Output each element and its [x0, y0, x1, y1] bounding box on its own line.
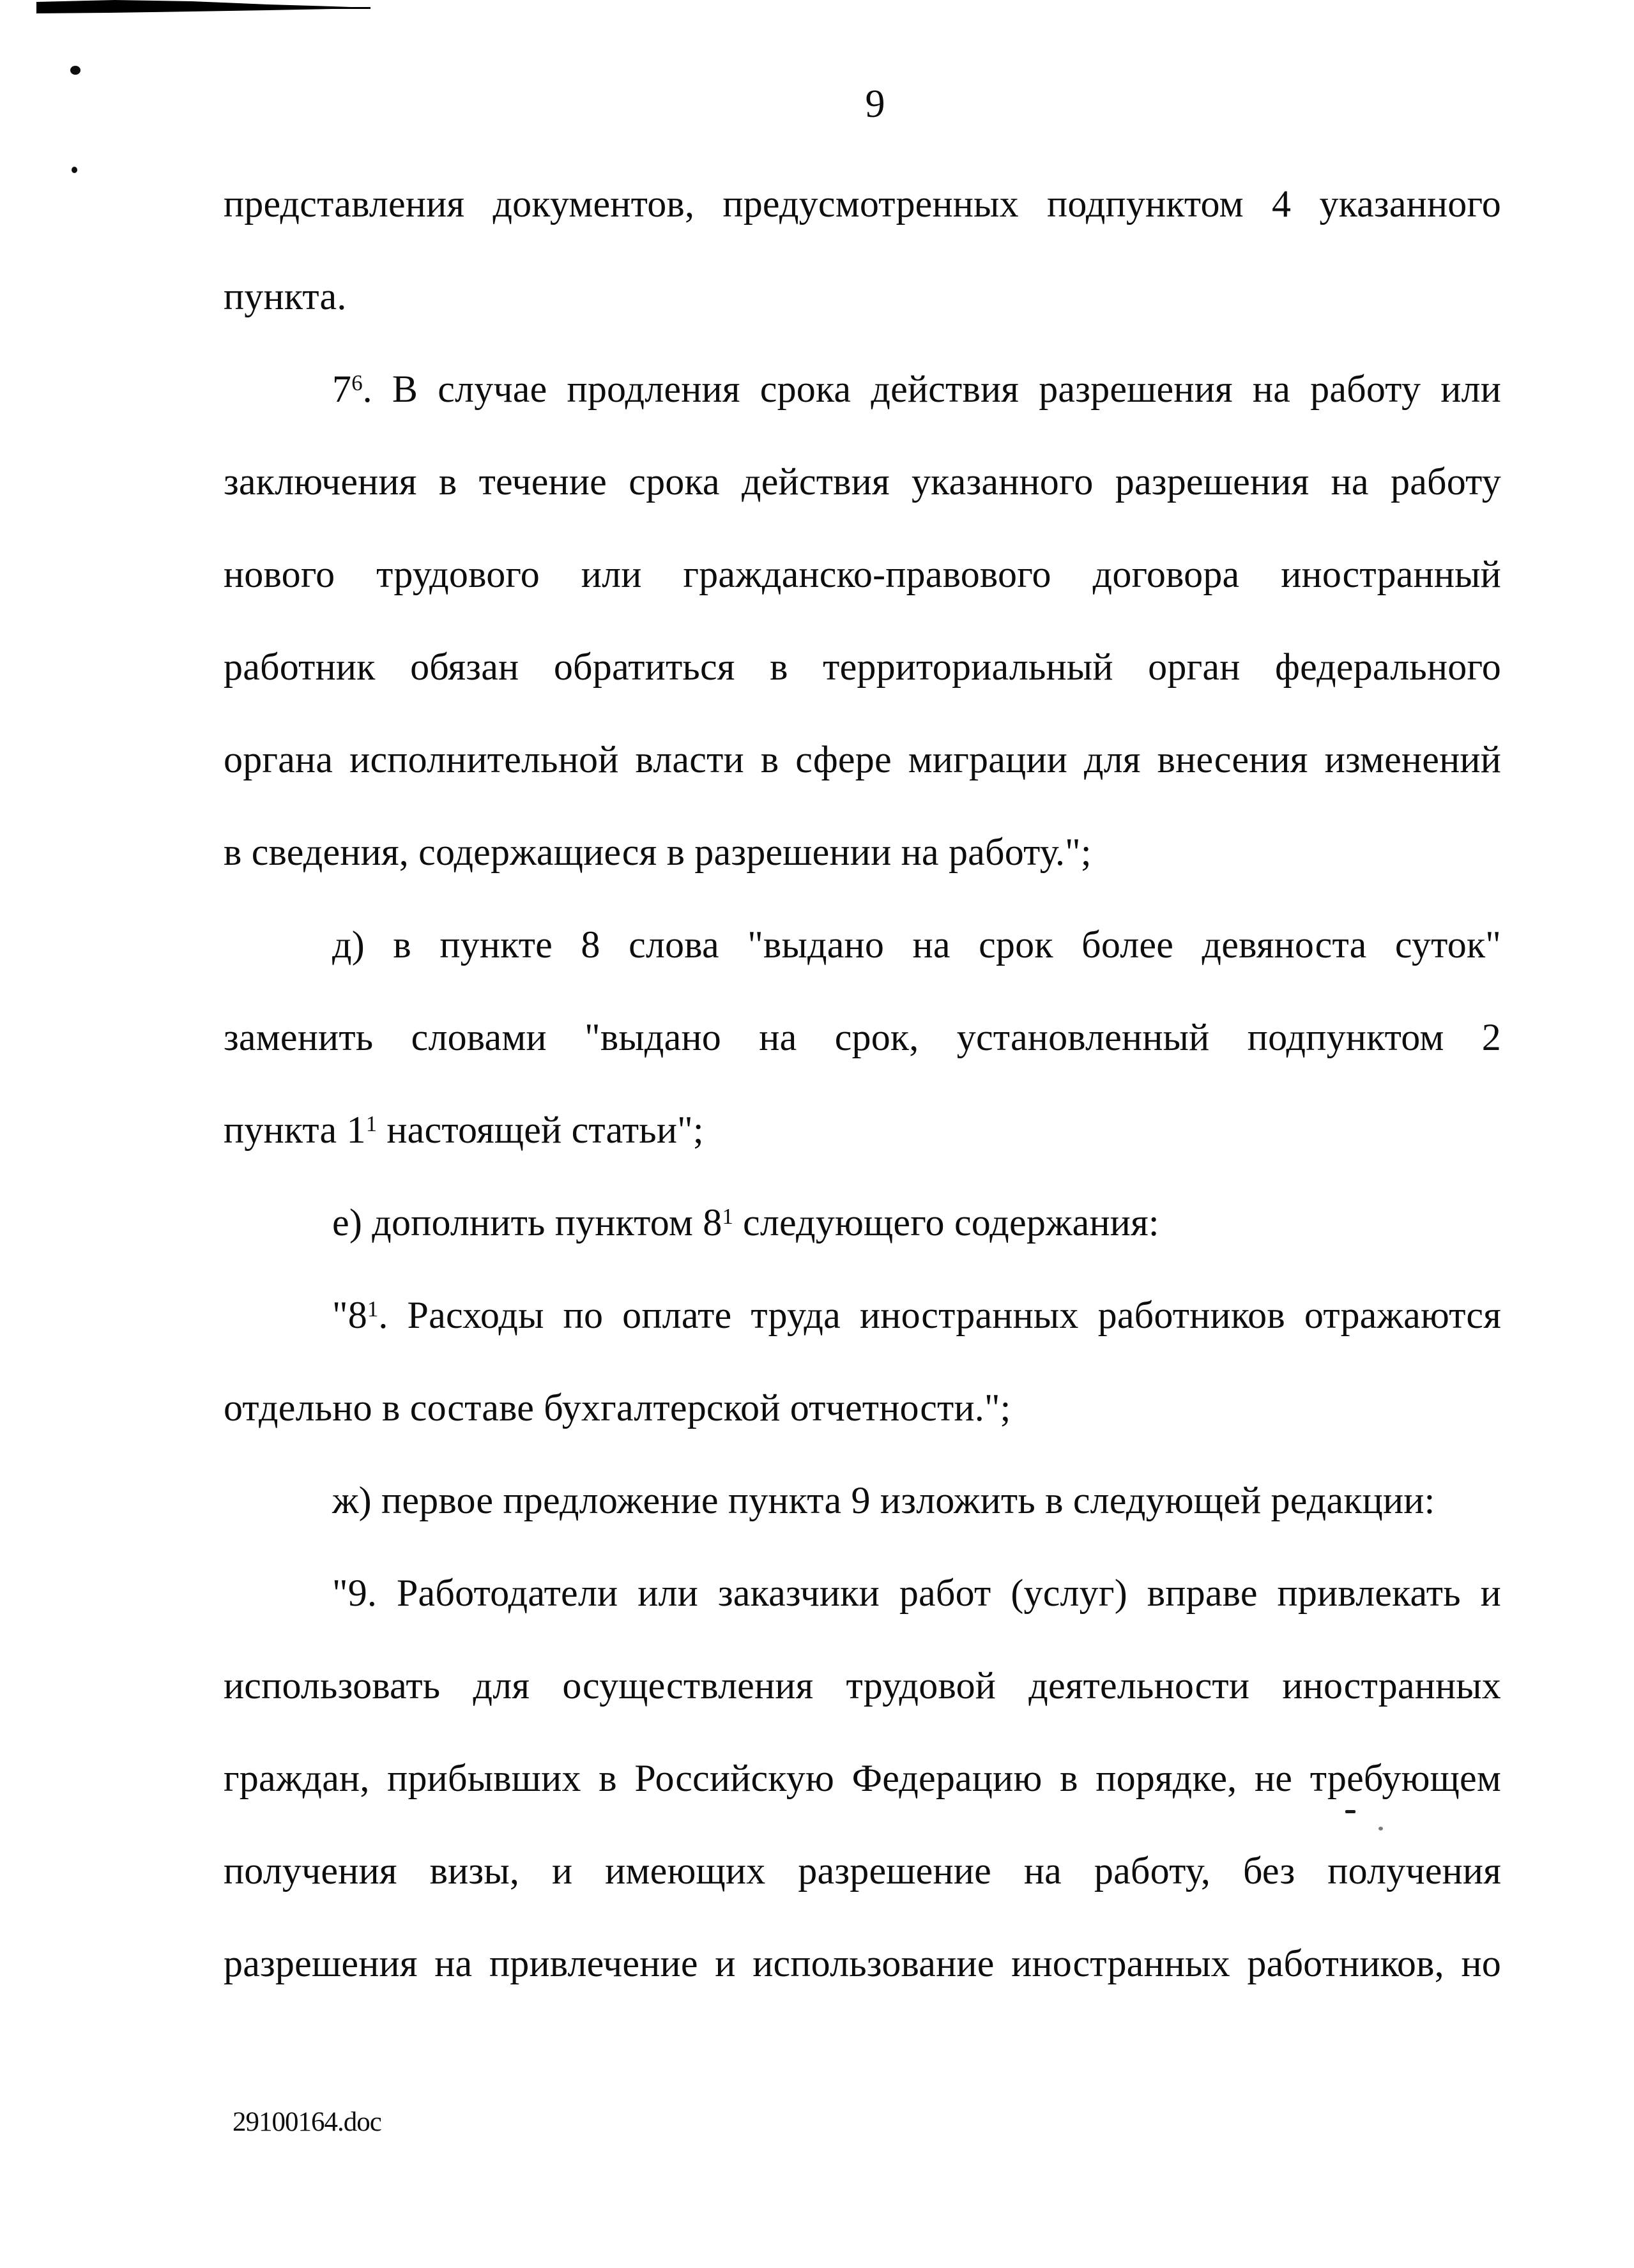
text-line: использовать для осуществления трудовой деятельности иностранных — [224, 1664, 1501, 1707]
text-line: заменить словами "выдано на срок, установленный подпунктом 2 — [224, 1016, 1501, 1058]
text-line: органа исполнительной власти в сфере миграции для внесения изменений — [224, 738, 1501, 780]
paragraph-7 — [224, 1547, 1501, 2010]
paragraph-6 — [224, 1454, 1501, 1547]
scan-artifact-streak — [0, 0, 447, 26]
text-line: граждан, прибывших в Российскую Федерацию в порядке, не требующем — [224, 1757, 1501, 1799]
text-line: отдельно в составе бухгалтерской отчетности."; — [224, 1387, 1011, 1429]
text-line: заключения в течение срока действия указанного разрешения на работу — [224, 460, 1501, 503]
superscript: 1 — [367, 1296, 379, 1321]
paragraph-5 — [224, 1269, 1501, 1454]
text-line: разрешения на привлечение и использование иностранных работников, но — [224, 1942, 1501, 1984]
text-line: д) в пункте 8 слова "выдано на срок более девяноста суток" — [332, 924, 1501, 966]
text-line: работник обязан обратиться в территориальный орган федерального — [224, 646, 1501, 688]
text-line: "$8^1$. Расходы по оплате труда иностранных работников отражаются — [332, 1294, 1501, 1336]
superscript: 1 — [365, 1111, 378, 1136]
text-line: е) дополнить пунктом $8^1$ следующего содержания: — [332, 1201, 1159, 1244]
paragraph-2 — [224, 343, 1501, 899]
text-line: пункта $1^1$ настоящей статьи"; — [224, 1109, 704, 1151]
text-line: в сведения, содержащиеся в разрешении на работу."; — [224, 831, 1092, 873]
text-line: получения визы, и имеющих разрешение на работу, без получения — [224, 1850, 1501, 1892]
superscript: 1 — [722, 1203, 733, 1229]
text-line: пункта. — [224, 275, 347, 317]
text-line: $7^6$. В случае продления срока действия разрешения на работу или — [332, 368, 1501, 410]
paragraph-1 — [224, 158, 1501, 343]
ink-speck — [70, 66, 80, 75]
footer-filename: 29100164.doc — [233, 2107, 381, 2137]
ink-speck — [72, 167, 77, 173]
paragraph-4 — [224, 1176, 1501, 1269]
page-number: 9 — [865, 82, 885, 126]
document-body-text — [224, 158, 1501, 2010]
text-line: "9. Работодатели или заказчики работ (услуг) вправе привлекать и — [332, 1572, 1501, 1614]
text-line: ж) первое предложение пункта 9 изложить в следующей редакции: — [332, 1479, 1435, 1521]
text-line: представления документов, предусмотренных подпунктом 4 указанного — [224, 183, 1501, 225]
superscript: 6 — [351, 370, 363, 395]
paragraph-3 — [224, 899, 1501, 1176]
text-line: нового трудового или гражданско-правового договора иностранный — [224, 553, 1501, 595]
